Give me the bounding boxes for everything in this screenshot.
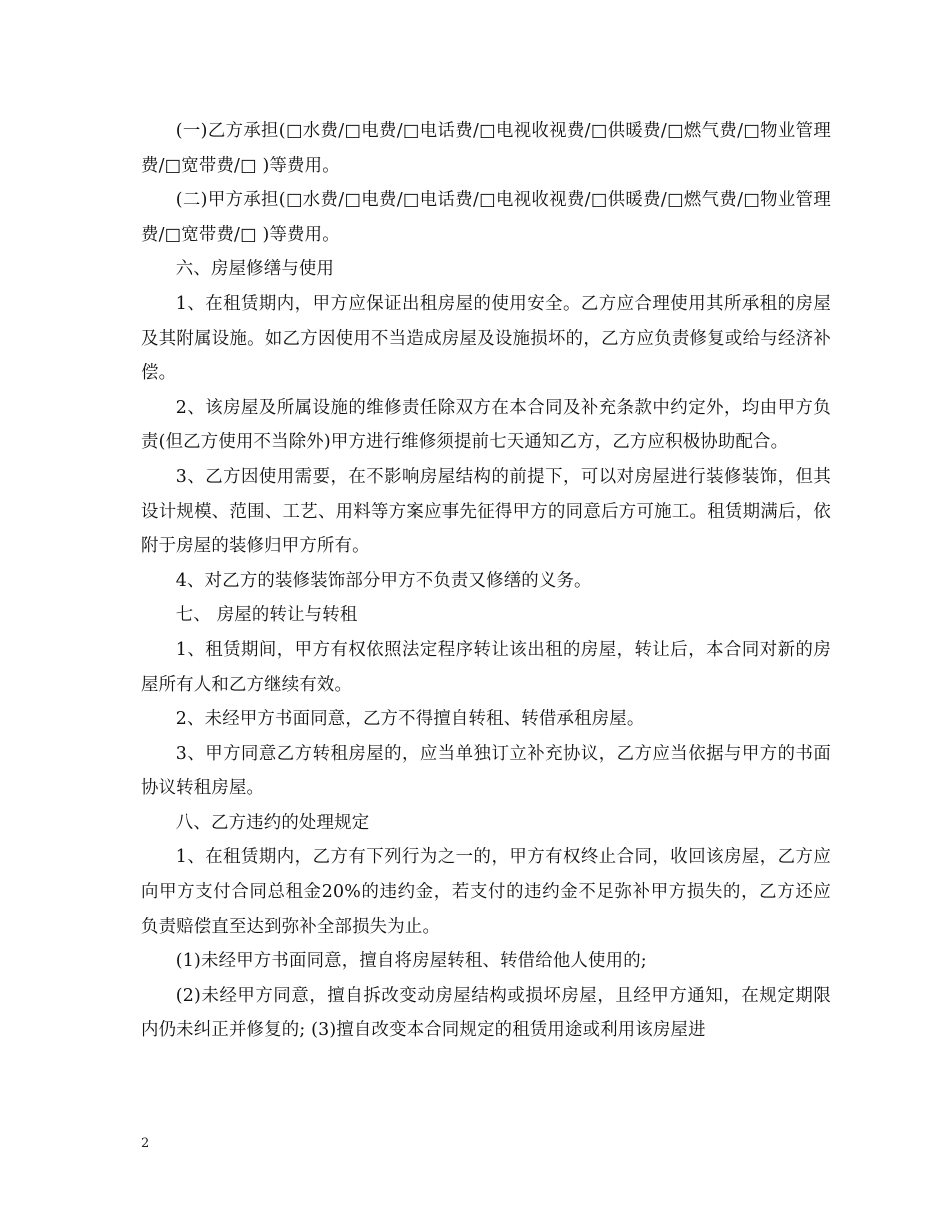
clause-transfer-2: 2、未经甲方书面同意，乙方不得擅自转租、转借承租房屋。 [175, 709, 645, 730]
clause-transfer-3: 3、甲方同意乙方转租房屋的，应当单独订立补充协议，乙方应当依据与甲方的书面协议转租房屋。 [141, 743, 831, 799]
clause-repair-1: 1、在租赁期内，甲方应保证出租房屋的使用安全。乙方应合理使用其所承租的房屋及其附属设施。如乙方因使用不当造成房屋及设施损坏的，乙方应负责修复或给与经济补偿。 [141, 293, 831, 384]
clause-repair-2: 2、该房屋及所属设施的维修责任除双方在本合同及补充条款中约定外，均由甲方负责(但乙方使用不当除外)甲方进行维修须提前七天通知乙方，乙方应积极协助配合。 [141, 397, 831, 453]
clause-fee-party-b: (一)乙方承担(□水费/□电费/□电话费/□电视收视费/□供暖费/□燃气费/□物业管理费/□宽带费/□ )等费用。 [141, 121, 831, 176]
section-heading-breach: 八、乙方违约的处理规定 [175, 812, 370, 833]
document-body [141, 114, 831, 1048]
section-heading-transfer: 七、 房屋的转让与转租 [175, 605, 358, 626]
clause-breach-item-2: (2)未经甲方同意，擅自拆改变动房屋结构或损坏房屋，且经甲方通知，在规定期限内仍未纠正并修复的; (3)擅自改变本合同规定的租赁用途或利用该房屋进 [141, 985, 831, 1041]
page-number: 2 [141, 1136, 150, 1151]
clause-breach-1: 1、在租赁期内，乙方有下列行为之一的，甲方有权终止合同，收回该房屋，乙方应向甲方支付合同总租金20%的违约金，若支付的违约金不足弥补甲方损失的，乙方还应负责赔偿直至达到弥补全部损失为止。 [141, 847, 831, 937]
clause-breach-item-1: (1)未经甲方书面同意，擅自将房屋转租、转借给他人使用的; [175, 951, 647, 972]
clause-repair-3: 3、乙方因使用需要，在不影响房屋结构的前提下，可以对房屋进行装修装饰，但其设计规模、范围、工艺、用料等方案应事先征得甲方的同意后方可施工。租赁期满后，依附于房屋的装修归甲方所有。 [141, 466, 831, 557]
clause-fee-party-a: (二)甲方承担(□水费/□电费/□电话费/□电视收视费/□供暖费/□燃气费/□物业管理费/□宽带费/□ )等费用。 [141, 190, 831, 245]
clause-transfer-1: 1、租赁期间，甲方有权依照法定程序转让该出租的房屋，转让后，本合同对新的房屋所有人和乙方继续有效。 [141, 639, 831, 695]
section-heading-repair: 六、房屋修缮与使用 [175, 259, 335, 280]
clause-repair-4: 4、对乙方的装修装饰部分甲方不负责又修缮的义务。 [175, 570, 592, 591]
